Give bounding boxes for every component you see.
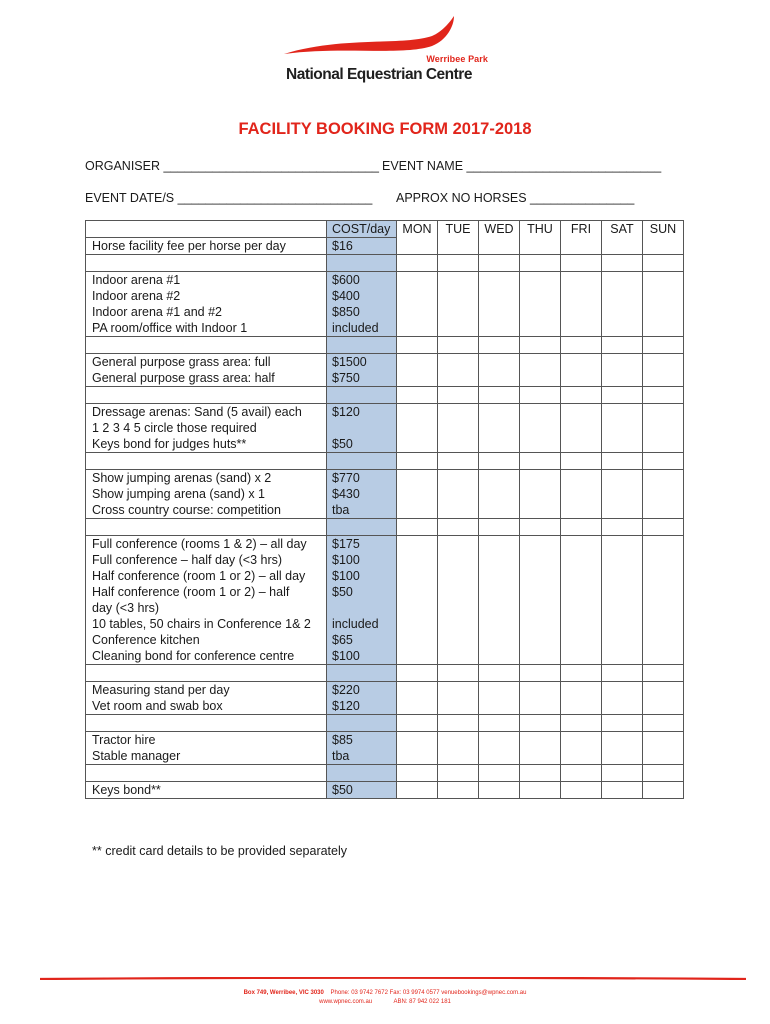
- logo-subtitle: Werribee Park: [426, 54, 488, 64]
- cost-line: $120: [332, 405, 360, 419]
- day-cell[interactable]: [438, 665, 479, 682]
- day-cell[interactable]: [561, 470, 602, 519]
- day-cell[interactable]: [479, 536, 520, 665]
- cost-line: $65: [332, 633, 353, 647]
- desc-line: Conference kitchen: [92, 633, 200, 647]
- day-cell[interactable]: [520, 519, 561, 536]
- desc-line: Half conference (room 1 or 2) – all day: [92, 569, 306, 583]
- day-cell[interactable]: [520, 404, 561, 453]
- day-cell[interactable]: [397, 519, 438, 536]
- desc-line: Keys bond for judges huts**: [92, 437, 247, 451]
- day-cell[interactable]: [561, 732, 602, 765]
- day-cell[interactable]: [602, 453, 643, 470]
- cost-header: COST/day: [327, 221, 397, 238]
- cost-line: tba: [332, 749, 350, 763]
- day-cell[interactable]: [643, 470, 684, 519]
- day-cell[interactable]: [602, 665, 643, 682]
- organiser-field[interactable]: ORGANISER _______________________________: [85, 159, 379, 173]
- day-cell[interactable]: [643, 715, 684, 732]
- day-cell[interactable]: [397, 682, 438, 715]
- day-cell[interactable]: [643, 665, 684, 682]
- cost-line: $50: [332, 437, 353, 451]
- spacer-cell: [86, 337, 327, 354]
- table-row: [86, 470, 684, 519]
- spacer-cost-cell: [327, 337, 397, 354]
- day-cell[interactable]: [479, 337, 520, 354]
- cost-line: tba: [332, 503, 350, 517]
- desc-cell: [86, 404, 327, 453]
- spacer-cell: [86, 715, 327, 732]
- day-cell[interactable]: [438, 272, 479, 337]
- day-cell[interactable]: [643, 519, 684, 536]
- day-cell[interactable]: [602, 337, 643, 354]
- desc-line: General purpose grass area: full: [92, 355, 271, 369]
- day-cell[interactable]: [602, 715, 643, 732]
- day-cell[interactable]: [561, 453, 602, 470]
- day-cell[interactable]: [520, 453, 561, 470]
- day-cell[interactable]: [397, 404, 438, 453]
- day-cell[interactable]: [397, 732, 438, 765]
- day-cell[interactable]: [438, 354, 479, 387]
- cost-line: $850: [332, 305, 360, 319]
- footer-contact: Phone: 03 9742 7672 Fax: 03 9974 0577 venuebookings@wpnec.com.au: [330, 990, 527, 996]
- day-cell[interactable]: [561, 404, 602, 453]
- logo-title: National Equestrian Centre: [286, 66, 472, 83]
- spacer-row: [86, 337, 684, 354]
- table-row: [86, 682, 684, 715]
- day-cell[interactable]: [643, 732, 684, 765]
- day-cell[interactable]: [397, 453, 438, 470]
- footer-website[interactable]: www.wpnec.com.au: [319, 999, 373, 1005]
- day-cell[interactable]: [438, 470, 479, 519]
- cost-cell: $16: [327, 238, 397, 255]
- desc-line: Indoor arena #1: [92, 273, 181, 287]
- day-cell[interactable]: [397, 470, 438, 519]
- footnote: ** credit card details to be provided separately: [92, 844, 348, 858]
- desc-line: Show jumping arenas (sand) x 2: [92, 471, 272, 485]
- desc-line: PA room/office with Indoor 1: [92, 321, 248, 335]
- spacer-cost-cell: [327, 519, 397, 536]
- day-cell[interactable]: [438, 255, 479, 272]
- spacer-cell: [86, 255, 327, 272]
- cost-cell: [327, 404, 397, 453]
- desc-line: Cleaning bond for conference centre: [92, 649, 295, 663]
- desc-cell: [86, 782, 327, 799]
- desc-line: Cross country course: competition: [92, 503, 281, 517]
- day-cell[interactable]: [479, 272, 520, 337]
- spacer-row: [86, 715, 684, 732]
- desc-cell: [86, 732, 327, 765]
- day-cell[interactable]: [520, 715, 561, 732]
- spacer-cell: [86, 387, 327, 404]
- day-cell[interactable]: [602, 782, 643, 799]
- day-cell[interactable]: [520, 765, 561, 782]
- day-cell[interactable]: [397, 255, 438, 272]
- day-cell[interactable]: [643, 536, 684, 665]
- day-cell[interactable]: [438, 765, 479, 782]
- day-cell[interactable]: [561, 782, 602, 799]
- day-cell[interactable]: [397, 272, 438, 337]
- day-cell[interactable]: [397, 765, 438, 782]
- day-cell[interactable]: [397, 536, 438, 665]
- desc-line: day (<3 hrs): [92, 601, 160, 615]
- day-header: MON: [397, 221, 438, 255]
- day-cell[interactable]: [561, 519, 602, 536]
- day-cell[interactable]: [561, 255, 602, 272]
- day-header: TUE: [438, 221, 479, 255]
- desc-line: Half conference (room 1 or 2) – half: [92, 585, 290, 599]
- day-cell[interactable]: [520, 732, 561, 765]
- cost-cell: [327, 272, 397, 337]
- desc-line: Vet room and swab box: [92, 699, 223, 713]
- footer-address: [0, 990, 770, 996]
- cost-cell: [327, 470, 397, 519]
- desc-cell: [86, 536, 327, 665]
- day-cell[interactable]: [397, 715, 438, 732]
- day-cell[interactable]: [479, 782, 520, 799]
- desc-cell: [86, 272, 327, 337]
- day-cell[interactable]: [643, 255, 684, 272]
- day-cell[interactable]: [479, 387, 520, 404]
- day-cell[interactable]: [479, 453, 520, 470]
- day-cell[interactable]: [520, 255, 561, 272]
- day-cell[interactable]: [397, 782, 438, 799]
- cost-line: $1500: [332, 355, 367, 369]
- day-header: WED: [479, 221, 520, 255]
- day-cell[interactable]: [438, 782, 479, 799]
- table-row: [86, 354, 684, 387]
- day-cell[interactable]: [479, 470, 520, 519]
- desc-cell: Horse facility fee per horse per day: [86, 238, 327, 255]
- desc-line: Tractor hire: [92, 733, 156, 747]
- day-cell[interactable]: [561, 354, 602, 387]
- day-cell[interactable]: [602, 765, 643, 782]
- day-cell[interactable]: [561, 765, 602, 782]
- day-cell[interactable]: [479, 682, 520, 715]
- spacer-row: [86, 255, 684, 272]
- footer-web: [0, 999, 770, 1005]
- desc-line: Full conference – half day (<3 hrs): [92, 553, 283, 567]
- spacer-cost-cell: [327, 387, 397, 404]
- spacer-row: [86, 519, 684, 536]
- day-cell[interactable]: [479, 732, 520, 765]
- day-cell[interactable]: [479, 715, 520, 732]
- day-cell[interactable]: [643, 272, 684, 337]
- spacer-cell: [86, 453, 327, 470]
- footer-postal: Box 749, Werribee, VIC 3030: [243, 990, 324, 996]
- table-row: [86, 404, 684, 453]
- day-cell[interactable]: [438, 337, 479, 354]
- cost-line: included: [332, 321, 379, 335]
- spacer-cost-cell: [327, 453, 397, 470]
- cost-line: $100: [332, 553, 360, 567]
- cost-line: $220: [332, 683, 360, 697]
- day-cell[interactable]: [397, 354, 438, 387]
- day-cell[interactable]: [643, 682, 684, 715]
- day-cell[interactable]: [479, 519, 520, 536]
- cost-line: $100: [332, 649, 360, 663]
- day-cell[interactable]: [643, 354, 684, 387]
- footer-abn: ABN: 87 942 022 181: [393, 999, 451, 1005]
- cost-line: $750: [332, 371, 360, 385]
- desc-line: Full conference (rooms 1 & 2) – all day: [92, 537, 307, 551]
- day-cell[interactable]: [520, 665, 561, 682]
- day-cell[interactable]: [520, 387, 561, 404]
- day-cell[interactable]: [397, 337, 438, 354]
- desc-cell: [86, 470, 327, 519]
- spacer-cost-cell: [327, 255, 397, 272]
- day-cell[interactable]: [643, 404, 684, 453]
- desc-cell: [86, 682, 327, 715]
- day-cell[interactable]: [438, 519, 479, 536]
- day-header: SAT: [602, 221, 643, 255]
- desc-line: General purpose grass area: half: [92, 371, 275, 385]
- spacer-cell: [86, 519, 327, 536]
- cost-cell: [327, 682, 397, 715]
- day-cell[interactable]: [438, 732, 479, 765]
- day-cell[interactable]: [520, 682, 561, 715]
- day-cell[interactable]: [520, 470, 561, 519]
- approx-horses-field[interactable]: APPROX NO HORSES _______________: [396, 191, 635, 205]
- day-cell[interactable]: [520, 354, 561, 387]
- day-cell[interactable]: [520, 272, 561, 337]
- day-cell[interactable]: [438, 715, 479, 732]
- day-cell[interactable]: [479, 354, 520, 387]
- cost-line: $400: [332, 289, 360, 303]
- cost-cell: [327, 354, 397, 387]
- desc-line: Measuring stand per day: [92, 683, 230, 697]
- form-title: FACILITY BOOKING FORM 2017-2018: [238, 120, 532, 138]
- day-cell[interactable]: [602, 536, 643, 665]
- day-cell[interactable]: [643, 337, 684, 354]
- day-cell[interactable]: [643, 765, 684, 782]
- spacer-row: [86, 387, 684, 404]
- cost-cell: [327, 782, 397, 799]
- day-cell[interactable]: [602, 255, 643, 272]
- cost-line: $600: [332, 273, 360, 287]
- cost-line: [332, 600, 396, 616]
- desc-line: Stable manager: [92, 749, 181, 763]
- day-cell[interactable]: [643, 387, 684, 404]
- desc-line: Keys bond**: [92, 783, 161, 797]
- day-cell[interactable]: [561, 665, 602, 682]
- day-cell[interactable]: [438, 404, 479, 453]
- desc-line: 10 tables, 50 chairs in Conference 1& 2: [92, 617, 311, 631]
- desc-cell: [86, 354, 327, 387]
- spacer-cell: [86, 665, 327, 682]
- day-cell[interactable]: [438, 682, 479, 715]
- spacer-row: [86, 665, 684, 682]
- cost-line: $100: [332, 569, 360, 583]
- day-cell[interactable]: [602, 404, 643, 453]
- day-cell[interactable]: [602, 354, 643, 387]
- desc-line: Dressage arenas: Sand (5 avail) each: [92, 405, 302, 419]
- cost-line: $430: [332, 487, 360, 501]
- table-row: [86, 272, 684, 337]
- day-header: THU: [520, 221, 561, 255]
- cost-line: $50: [332, 585, 353, 599]
- event-dates-field[interactable]: EVENT DATE/S ____________________________: [85, 191, 373, 205]
- day-header: SUN: [643, 221, 684, 255]
- cost-line: [332, 420, 396, 436]
- day-cell[interactable]: [520, 782, 561, 799]
- day-cell[interactable]: [602, 519, 643, 536]
- day-cell[interactable]: [602, 470, 643, 519]
- day-cell[interactable]: [561, 715, 602, 732]
- desc-header: [86, 221, 327, 238]
- day-cell[interactable]: [561, 337, 602, 354]
- cost-cell: [327, 732, 397, 765]
- day-cell[interactable]: [561, 387, 602, 404]
- day-cell[interactable]: [438, 387, 479, 404]
- event-name-field[interactable]: EVENT NAME ____________________________: [382, 159, 662, 173]
- day-cell[interactable]: [397, 387, 438, 404]
- day-cell[interactable]: [602, 272, 643, 337]
- cost-cell: [327, 536, 397, 665]
- cost-line: $770: [332, 471, 360, 485]
- day-cell[interactable]: [479, 665, 520, 682]
- day-cell[interactable]: [479, 404, 520, 453]
- day-cell[interactable]: [561, 536, 602, 665]
- desc-line: Indoor arena #2: [92, 289, 181, 303]
- day-cell[interactable]: [479, 255, 520, 272]
- desc-line: 1 2 3 4 5 circle those required: [92, 421, 257, 435]
- cost-line: $50: [332, 783, 353, 797]
- spacer-cost-cell: [327, 715, 397, 732]
- desc-line: Indoor arena #1 and #2: [92, 305, 222, 319]
- booking-table: [85, 220, 684, 799]
- cost-line: $120: [332, 699, 360, 713]
- day-cell[interactable]: [438, 536, 479, 665]
- cost-line: included: [332, 617, 379, 631]
- day-cell[interactable]: [602, 387, 643, 404]
- table-row: [86, 732, 684, 765]
- spacer-row: [86, 453, 684, 470]
- day-cell[interactable]: [561, 272, 602, 337]
- spacer-cell: [86, 765, 327, 782]
- day-cell[interactable]: [520, 536, 561, 665]
- day-header: FRI: [561, 221, 602, 255]
- day-cell[interactable]: [602, 682, 643, 715]
- spacer-row: [86, 765, 684, 782]
- cost-line: $175: [332, 537, 360, 551]
- day-cell[interactable]: [643, 782, 684, 799]
- day-cell[interactable]: [520, 337, 561, 354]
- day-cell[interactable]: [438, 453, 479, 470]
- day-cell[interactable]: [643, 453, 684, 470]
- desc-line: Show jumping arena (sand) x 1: [92, 487, 266, 501]
- day-cell[interactable]: [602, 732, 643, 765]
- day-cell[interactable]: [397, 665, 438, 682]
- day-cell[interactable]: [479, 765, 520, 782]
- table-row: [86, 782, 684, 799]
- header-row: [86, 221, 684, 238]
- spacer-cost-cell: [327, 665, 397, 682]
- day-cell[interactable]: [561, 682, 602, 715]
- table-row: [86, 536, 684, 665]
- spacer-cost-cell: [327, 765, 397, 782]
- logo: [282, 14, 492, 84]
- cost-line: $85: [332, 733, 353, 747]
- swoosh-logo-icon: [282, 14, 492, 74]
- footer-divider: [40, 977, 746, 980]
